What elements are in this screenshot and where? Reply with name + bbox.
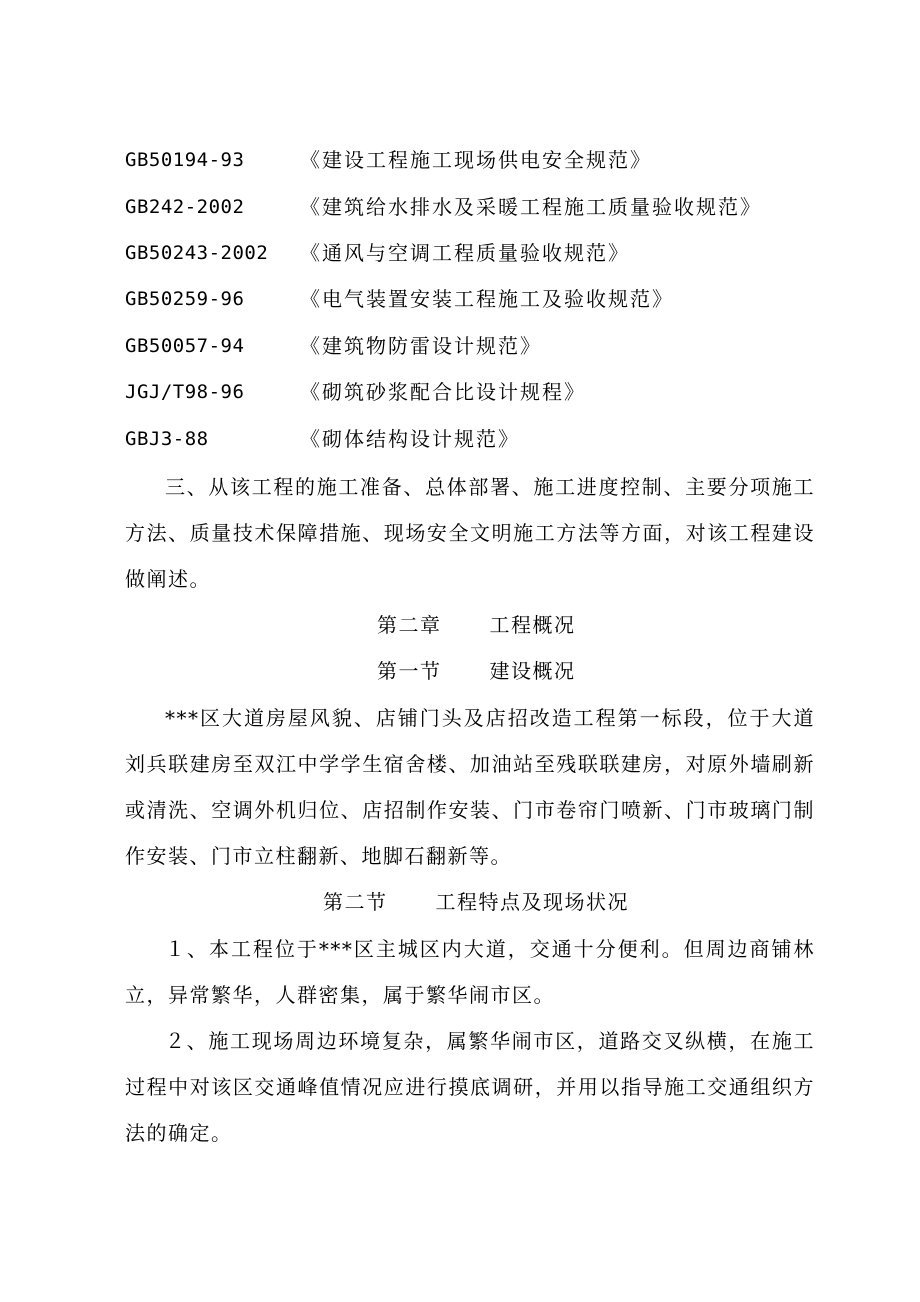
standard-row [125, 331, 825, 361]
section-number: 第一节 [377, 659, 442, 683]
standard-row [125, 377, 825, 407]
standard-row [125, 284, 825, 314]
standard-row [125, 424, 825, 454]
section-title: 工程特点及现场状况 [435, 890, 629, 914]
chapter-number: 第二章 [377, 613, 442, 637]
section-item: ２、施工现场周边环境复杂，属繁华闹市区，道路交叉纵横，在施工过程中对该区交通峰值情况应进行摸底调研，并用以指导施工交通组织方法的确定。 [125, 1029, 815, 1145]
standard-code: GBJ3-88 [125, 428, 209, 450]
section-heading [377, 656, 576, 686]
standard-row [125, 145, 825, 175]
standard-title: 《电气装置安装工程施工及验收规范》 [300, 287, 674, 311]
standard-code: JGJ/T98-96 [125, 381, 245, 403]
standard-title: 《砌筑砂浆配合比设计规程》 [300, 380, 586, 404]
standard-title: 《砌体结构设计规范》 [300, 427, 520, 451]
chapter-heading [377, 610, 576, 640]
section-item: １、本工程位于***区主城区内大道，交通十分便利。但周边商铺林立，异常繁华，人群密集，属于繁华闹市区。 [125, 937, 815, 1007]
standard-title: 《建筑给水排水及采暖工程施工质量验收规范》 [300, 195, 762, 219]
section-body: ***区大道房屋风貌、店铺门头及店招改造工程第一标段，位于大道刘兵联建房至双江中学学生宿舍楼、加油站至残联联建房，对原外墙刷新或清洗、空调外机归位、店招制作安装、门市卷帘门喷新、门市玻璃门制作安装、门市立柱翻新、地脚石翻新等。 [125, 706, 815, 868]
chapter-title: 工程概况 [489, 613, 576, 637]
section-number: 第二节 [323, 890, 388, 914]
standard-title: 《建筑物防雷设计规范》 [300, 334, 542, 358]
intro-paragraph: 三、从该工程的施工准备、总体部署、施工进度控制、主要分项施工方法、质量技术保障措施、现场安全文明施工方法等方面，对该工程建设做阐述。 [125, 475, 815, 591]
standard-code: GB50259-96 [125, 288, 245, 310]
standard-row [125, 192, 825, 222]
standard-code: GB50194-93 [125, 149, 245, 171]
standard-title: 《通风与空调工程质量验收规范》 [300, 241, 630, 265]
standard-title: 《建设工程施工现场供电安全规范》 [300, 148, 652, 172]
section-heading [323, 887, 629, 917]
standard-code: GB50057-94 [125, 335, 245, 357]
standard-code: GB242-2002 [125, 196, 245, 218]
standard-code: GB50243-2002 [125, 242, 269, 264]
standard-row [125, 238, 825, 268]
section-title: 建设概况 [489, 659, 576, 683]
